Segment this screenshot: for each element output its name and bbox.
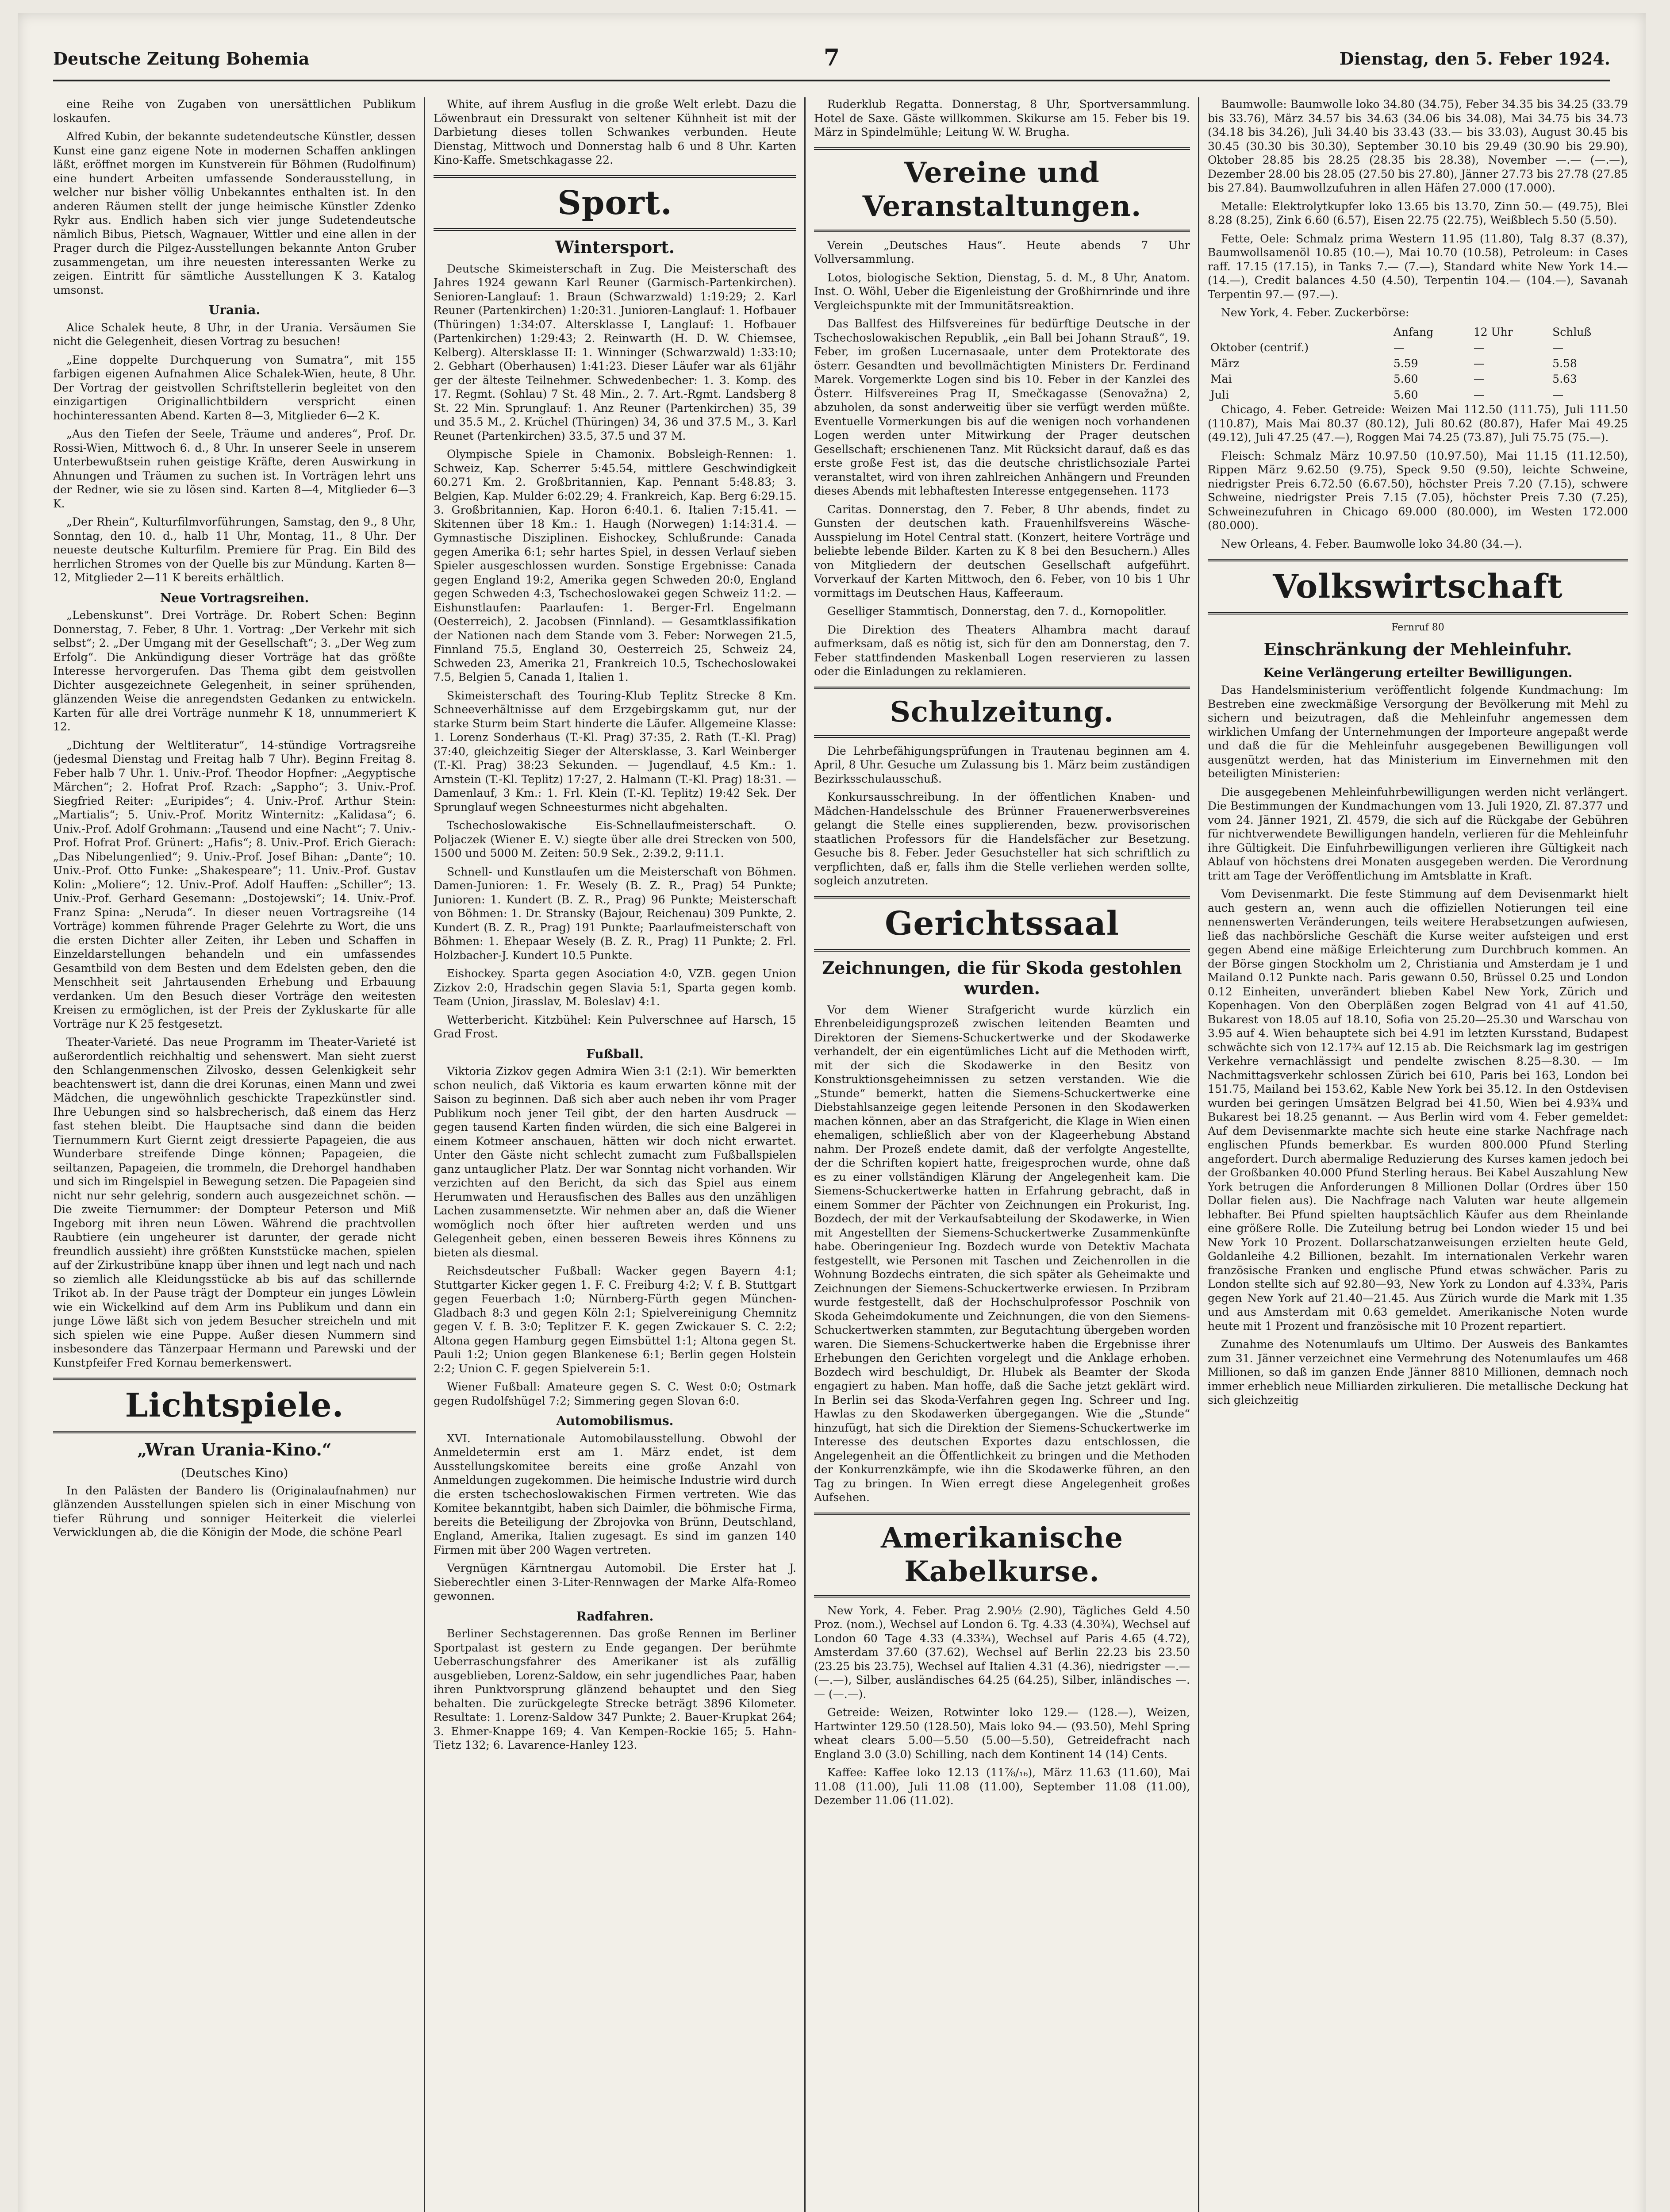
article-text: Geselliger Stammtisch, Donnerstag, den 7. d., Kornopolitler.: [827, 605, 1167, 618]
article-text: Zunahme des Notenumlaufs um Ultimo. Der Ausweis des Bankamtes zum 31. Jänner verzeichnet eine Vermehrung des Notenumlaufes um 468 Millionen, so daß im ganzen Ende Jänner 8810 Millionen, demnach noch immer erheblich neue Milliarden zirkulieren. Die metallische Deckung hat sich gleichzeitig: [1208, 1338, 1628, 1406]
subheading-note: (Deutsches Kino): [180, 1466, 288, 1480]
article-text: Olympische Spiele in Chamonix. Bobsleigh-Rennen: 1. Schweiz, Kap. Scherrer 5:45.54, mittlere Geschwindigkeit 60.271 Km. 2. Großbritannien, Kap. Pennant 5:48.83; 3. Belgien, Kap. Mulder 6:02.29; 4. Frankreich, Kap. Berg 6:29.15. 3. Großbritannien, Kap. Horon 6:40.1. 6. Italien 7:15.41. — Skitennen über 18 Km.: 1. Haugh (Norwegen) 1:14:31.4. — Gymnastische Disziplinen. Eishockey, Schlußrunde: Canada gegen Amerika 6:1; sehr hartes Spiel, in dessen Verlauf sieben Spieler ausgeschlossen wurden. Sonstige Ergebnisse: Canada gegen England 19:2, Amerika gegen Schweden 20:0, England gegen Schweden 4:3, Tschechoslowakei gegen Schweiz 11:2. — Eishunstlaufen: Paarlaufen: 1. Berger-Frl. Engelmann (Oesterreich), 2. Jacobsen (Finnland). — Gesamtklassifikation der Nationen nach dem Stande vom 3. Feber: Norwegen 21.5, Finnland 75.5, England 30, Oesterreich 25, Schweiz 24, Schweden 23, Amerika 21, Frankreich 10.5, Tschechoslowakei 7.5, Belgien 5, Canada 1, Italien 1.: [434, 448, 796, 684]
section-heading-vereine: Vereine und Veranstaltungen.: [814, 147, 1190, 232]
section-heading-vortrag: Neue Vortragsreihen.: [160, 590, 309, 605]
article-text: „Der Rhein“, Kulturfilmvorführungen, Samstag, den 9., 8 Uhr, Sonntag, den 10. d., halb 11 Uhr, Montag, 11., 8 Uhr. Der neueste deutsche Kulturfilm. Premiere für Prag. Ein Bild des herrlichen Stromes von der Quelle bis zur Mündung. Karten 8—12, Mitglieder 2—11 K bereits erhältlich.: [53, 515, 416, 584]
table-cell: Oktober (centrif.): [1210, 341, 1309, 354]
table-cell: 5.58: [1552, 357, 1577, 370]
article-text: Vor dem Wiener Strafgericht wurde kürzlich ein Ehrenbeleidigungsprozeß zwischen leitenden Beamten und Direktoren der Siemens-Schuckertwerke und der Skodawerke verhandelt, der ein eigentümliches Licht auf die Methoden wirft, mit der sich die Skodawerke in den Besitz von Konstruktionsgeheimnissen zu setzen verstanden. Wie die „Stunde“ bemerkt, hatten die Siemens-Schuckertwerke eine Diebstahlsanzeige gegen leitende Personen in den Skodawerken machen können, aber an das Strafgericht, die Klage in Wien einen ehemaligen, schließlich aber von der Klageerhebung Abstand nahm. Der Prozeß endete damit, daß der verfolgte Angestellte, der die Schriften kopiert hatte, freigesprochen wurde, ohne daß es zu einer vollständigen Klärung der Angelegenheit kam. Die Siemens-Schuckertwerke hatten in Erfahrung gebracht, daß in einem Sommer der Pächter von Zeichnungen ein Prokurist, Ing. Bozdech, der mit der Verkaufsabteilung der Skodawerke, in Wien mit Angestellten der Siemens-Schuckertwerke Zusammenkünfte habe. Oberingenieur Ing. Bozdech wurde von Detektiv Machata festgestellt, wie Personen mit Taschen und Zeichenrollen in die Wohnung Bozdechs eintraten, die sich später als Geheimakte und Zeichnungen der Siemens-Schuckertwerke erwiesen. In Przibram wurde festgestellt, daß der Hochschulprofessor Poschnik von Skoda Geheimdokumente und Zeichnungen, die von den Siemens-Schuckertwerken stammten, zur Begutachtung übergeben worden waren. Die Siemens-Schuckertwerke haben die Ergebnisse ihrer Erhebungen den Gerichten vorgelegt und die Anklage erhoben. Bozdech wird beschuldigt, Dr. Hlubek als Beamter der Skoda engagiert zu haben. Man hoffe, daß die Sache jetzt geklärt wird. In Berlin sei das Skoda-Verfahren gegen Ing. Schreer und Ing. Hawlas zu den Skodawerken übergegangen. Wie die „Stunde“ hinzufügt, hat sich die Direktion der Siemens-Schuckertwerke im Interesse des deutschen Exportes dazu entschlossen, die Angelegenheit an die Öffentlichkeit zu bringen und die Methoden der Konkurrenzkämpfe, wie ihn die Skodawerke führen, an den Tag zu bringen. In Wien erregt diese Angelegenheit großes Aufsehen.: [814, 1003, 1190, 1504]
table-cell: 5.60: [1393, 388, 1418, 401]
page-number: 7: [823, 44, 840, 71]
column-4: [1208, 97, 1628, 2212]
article-text: Getreide: Weizen, Rotwinter loko 129.— (128.—), Weizen, Hartwinter 129.50 (128.50), Mais loko 94.— (93.50), Mehl Spring wheat clears 5.00—5.50 (5.00—5.50), Getreidefracht nach England 3.0 (3.0) Schilling, nach dem Kontinent 14 (14) Cents.: [814, 1706, 1190, 1761]
article-text: „Eine doppelte Durchquerung von Sumatra“, mit 155 farbigen eigenen Aufnahmen Alice Schalek-Wien, heute, 8 Uhr. Der Vortrag der geistvollen Schriftstellerin begleitet von den einzigartigen Originallichtbildern verspricht einen hochinteressanten Abend. Karten 8—3, Mitglieder 6—2 K.: [53, 353, 416, 422]
sugar-heading: New York, 4. Feber. Zuckerbörse:: [1221, 306, 1409, 319]
article-text: Viktoria Zizkov gegen Admira Wien 3:1 (2:1). Wir bemerkten schon neulich, daß Viktoria es kaum erwarten könne mit der Saison zu beginnen. Daß sich aber auch neben ihr vom Prager Publikum noch jener Teil gibt, der den harten Ausdruck — gegen tausend Karten finden würden, die sich eine Balgerei in einem Kotmeer anschauen, hätten wir doch nicht erwartet. Unter den Gäste nicht schlecht zumacht zum Fußballspielen ganz untauglicher Platz. Der war Sonntag nicht vorhanden. Wir verzichten auf den Bericht, da sich das Spiel aus einem Herumwaten und Herausfischen des Balles aus den unzähligen Lachen zusammensetzte. Wir nehmen aber an, daß die Wiener womöglich noch öfter hier auftreten werden und uns Gelegenheit geben, einen besseren Beweis ihres Könnens zu bieten als diesmal.: [434, 1065, 796, 1259]
column-rule: [424, 97, 425, 2212]
subheading: Einschränkung der Mehleinfuhr.: [1263, 639, 1572, 659]
table-header-row: [1208, 324, 1628, 340]
column-rule: [804, 97, 806, 2212]
article-text: Die Lehrbefähigungsprüfungen in Trautenau beginnen am 4. April, 8 Uhr. Gesuche um Zulassung bis 1. März beim zuständigen Bezirksschulausschuß.: [814, 744, 1190, 785]
table-row: [1208, 371, 1628, 387]
article-text: eine Reihe von Zugaben von unersättlichen Publikum loskaufen.: [53, 98, 416, 125]
article-text: Eishockey. Sparta gegen Asociation 4:0, VZB. gegen Union Zizkov 2:0, Hradschin gegen Slavia 5:1, Sparta gegen komb. Team (Union, Jirasslav, M. Boleslav) 4:1.: [434, 967, 796, 1008]
newspaper-page: [18, 13, 1646, 2212]
table-cell: —: [1473, 388, 1485, 401]
article-text: Konkursausschreibung. In der öffentlichen Knaben- und Mädchen-Handelsschule des Brünner Frauenerwerbsvereines gelangt die Stelle eines supplierenden, bezw. provisorischen staatlichen Professors für die Handelsfächer zur Besetzung. Gesuche bis 8. Feber. Jeder Gesuchsteller hat sich schriftlich zu verpflichten, daß er, falls ihm die Stelle verliehen werden sollte, sogleich anzutreten.: [814, 791, 1190, 887]
article-text: Lotos, biologische Sektion, Dienstag, 5. d. M., 8 Uhr, Anatom. Inst. O. Wöhl, Ueber die Eigenleistung der Großhirnrinde und ihre Vergleichspunkte mit der Immunitätsreaktion.: [814, 271, 1190, 312]
section-heading-lichtspiele: Lichtspiele.: [53, 1378, 416, 1433]
table-cell: —: [1552, 341, 1564, 354]
article-text: In den Palästen der Bandero lis (Originalaufnahmen) nur glänzenden Ausstellungen spielen sich in einer Mischung von tiefer Rührung und sonniger Heiterkeit die vielerlei Verwicklungen ab, die die Königin der Mode, die schöne Pearl: [53, 1484, 416, 1539]
subheading: „Wran Urania-Kino.“: [137, 1440, 332, 1459]
article-text: Caritas. Donnerstag, den 7. Feber, 8 Uhr abends, findet zu Gunsten der deutschen kath. Frauenhilfsvereins Wäsche-Ausspielung im Hotel Central statt. (Konzert, heitere Vorträge und beliebte lebende Bilder. Karten zu K 8 bei den Besuchern.) Alles von Mitgliedern der deutschen Gesellschaft aufgeführt. Vorverkauf der Karten Mittwoch, den 6. Feber, von 10 bis 1 Uhr vormittags im Deutschen Haus, Kaffeeraum.: [814, 503, 1190, 599]
subheading-wintersport: Wintersport.: [555, 237, 675, 257]
subheading-note: Keine Verlängerung erteilter Bewilligungen.: [1263, 665, 1573, 680]
article-text: Alice Schalek heute, 8 Uhr, in der Urania. Versäumen Sie nicht die Gelegenheit, diesen Vortrag zu besuchen!: [53, 321, 416, 348]
table-cell: 5.63: [1552, 373, 1577, 385]
article-text: Vom Devisenmarkt. Die feste Stimmung auf dem Devisenmarkt hielt auch gestern an, wenn auch die offiziellen Notierungen teil eine nennenswerten Veränderungen, teils weitere Herabsetzungen aufwiesen, ließ das nachbörsliche Geschäft die Kurse weiter aufsteigen und erst gegen Abend eine mäßige Erleichterung zum Durchbruch kommen. An der Börse gingen Stockholm um 2, Christiania und Amsterdam je 1 und Mailand 0.12 Punkte nach. Paris gewann 0.50, Brüssel 0.25 und London 0.12 Einheiten, unverändert blieben Kabel New York, Zürich und Kopenhagen. Von den Oberpläßen zogen Belgrad von 41 auf 41.50, Bukarest von 18.05 auf 18.10, Sofia von 25.20—25.30 und Warschau von 3.95 auf 4. Wien behauptete sich bei 4.91 im letzten Kursstand, Budapest schwächte sich von 12.17¾ auf 12.15 ab. Die Reichsmark lag im gestrigen Verkehre vernachlässigt und pendelte zwischen 8.25—8.30. — Im Nachmittagsverkehr schlossen Zürich bei 610, Paris bei 163, London bei 151.75, Mailand bei 153.62, Kable New York bei 35.12. In den Ostdevisen wurden bei geringen Umsätzen Belgrad bei 41.50, Wien bei 4.93¾ und Bukarest bei 18.25 genannt. — Aus Berlin wird vom 4. Feber gemeldet: Auf dem Devisenmarkte machte sich heute eine starke Nachfrage nach englischen Pfunds bemerkbar. Es wurden 800.000 Pfund Sterling angefordert. Durch abermalige Reduzierung des Kurses kamen jedoch bei der Großbanken 40.000 Pfund Sterling heraus. Bei Kabel Auszahlung New York betrugen die Anforderungen 8 Millionen Dollar (Ordres über 150 Dollar fielen aus). Die Nachfrage nach Valuten war heute allgemein lebhafter. Bei Pfund spielten hauptsächlich Käufer aus dem Rheinlande eine größere Rolle. Die Zuteilung betrug bei London wieder 15 und bei New York 10 Prozent. Dollarschatzanweisungen erzielten heute Geld, Goldanleihe 4.2 Billionen, bezahlt. Im internationalen Verkehr waren französische Franken und englische Pfund etwas schwächer. Paris zu London stellte sich auf 92.80—93, New York zu London auf 4.33¾, Paris gegen New York auf 21.40—21.45. Aus Zürich wurde die Mark mit 1.35 und aus Amsterdam mit 0.63 gemeldet. Amerikanische Noten wurde heute mit 1 Prozent und französische mit 10 Prozent repartiert.: [1208, 887, 1628, 1333]
table-header-cell: Anfang: [1393, 325, 1434, 338]
article-text: New York, 4. Feber. Prag 2.90½ (2.90), Tägliches Geld 4.50 Proz. (nom.), Wechsel auf London 6. Tg. 4.33 (4.30¾), Wechsel auf London 60 Tage 4.33 (4.33¾), Wechsel auf Paris 4.65 (4.72), Amsterdam 37.60 (37.62), Wechsel auf Berlin 22.23 bis 23.50 (23.25 bis 23.75), Wechsel auf Italien 4.31 (4.36), niedrigster —.— (—.—), Silber, ausländisches 64.25 (64.25), Silber, inländisches —.— (—.—).: [814, 1604, 1190, 1701]
table-cell: März: [1210, 357, 1240, 370]
article-text: Theater-Varieté. Das neue Programm im Theater-Varieté ist außerordentlich reichhaltig und sehenswert. Man sieht zuerst den Schlangenmenschen Zilvosko, dessen Gelenkigkeit sehr beachtenswert ist, dann die drei Korunas, einen Mann und zwei Mädchen, die ungewöhnlich geschickte Trapezkünstler sind. Ihre Uebungen sind so halsbrecherisch, daß einem das Herz fast stehen bleibt. Die Hauptsache sind dann die beiden Tiernummern Kurt Giernt zeigt dressierte Papageien, die aus Wunderbare streifende Dinge können; Papageien, die seiltanzen, Papageien, die trommeln, die Drehorgel handhaben und sich im Ringelspiel in Bewegung setzen. Die Papageien sind nicht nur sehr gelehrig, sondern auch ausgezeichnet schön. — Die zweite Tiernummer: der Dompteur Peterson und Miß Ingeborg mit ihren neun Löwen. Während die prachtvollen Raubtiere (ein ungeheurer ist darunter, der gerade nicht freundlich aussieht) ihre größten Kunststücke machen, spielen auf der Zirkustribüne knapp über ihnen und legt nach und nach so ziemlich alle Kleidungsstücke ab bis auf das schillernde Trikot ab. In der Pause trägt der Dompteur ein junges Löwlein wie ein Wickelkind auf dem Arm ins Publikum und dann ein junge Löwe läßt sich von jedem Besucher streicheln und mit sich spielen wie eine Puppe. Außer diesen Nummern sind insbesondere das Tänzerpaar Hermann und Parewski und der Kunstpfeifer Fred Kornau bemerkenswert.: [53, 1036, 416, 1369]
page-header: [53, 44, 1610, 81]
table-row: [1208, 356, 1628, 372]
article-text: „Aus den Tiefen der Seele, Träume und anderes“, Prof. Dr. Rossi-Wien, Mittwoch 6. d., 8 Uhr. In unserer Seele in unserem Unterbewußtsein ruhen geistige Kräfte, deren Auswirkung in Ahnungen und Träumen zu suchen ist. In Vorträgen lehrt uns der Redner, wie sie zu lösen sind. Karten 8—4, Mitglieder 6—3 K.: [53, 427, 416, 510]
column-1: [53, 97, 416, 2212]
article-text: Baumwolle: Baumwolle loko 34.80 (34.75), Feber 34.35 bis 34.25 (33.79 bis 33.76), März 34.57 bis 34.63 (34.06 bis 34.08), Mai 34.75 bis 34.73 (34.18 bis 34.26), Juli 34.40 bis 33.43 (33.— bis 33.03), August 30.45 bis 30.45 (30.30 bis 30.30), September 30.10 bis 29.49 (30.90 bis 29.90), Oktober 28.85 bis 28.25 (28.35 bis 28.38), November —.— (—.—), Dezember 28.00 bis 28.05 (27.50 bis 27.80), Jänner 27.73 bis 27.78 (27.85 bis 27.84). Baumwollzufuhren in allen Häfen 27.000 (17.000).: [1208, 98, 1628, 194]
table-header-cell: Schluß: [1552, 325, 1592, 338]
table-cell: 5.59: [1393, 357, 1418, 370]
newspaper-title: Deutsche Zeitung Bohemia: [53, 49, 310, 69]
section-heading-kabelkurse: Amerikanische Kabelkurse.: [814, 1513, 1190, 1598]
article-text: White, auf ihrem Ausflug in die große Welt erlebt. Dazu die Löwenbraut ein Dressurakt von seltener Kühnheit ist mit der Darbietung dieses tollen Schwankes verbunden. Heute Dienstag, Mittwoch und Donnerstag halb 6 und 8 Uhr. Karten Kino-Kaffe. Smetschkagasse 22.: [434, 98, 796, 166]
article-text: Alfred Kubin, der bekannte sudetendeutsche Künstler, dessen Kunst eine ganz eigene Note in modernen Schaffen anklingen läßt, eröffnet morgen im Kunstverein für Böhmen (Rudolfinum) eine hundert Arbeiten umfassende Sonderausstellung, in welcher nur bisher völlig Unbekanntes enthalten ist. In den anderen Räumen stellt der junge heimische Künstler Zdenko Rykr aus. Endlich haben sich vier junge Sudetendeutsche nämlich Bibus, Pietsch, Wagnauer, Wittler und eine allen in der Prager durch die Pilgez-Ausstellungen bekannte Anton Gruber zusammengetan, um ihre neuesten interessanten Werke zu zeigen. Eintritt für sämtliche Ausstellungen K 3. Katalog umsonst.: [53, 130, 416, 296]
column-3: [814, 97, 1190, 2212]
article-text: Vergnügen Kärntnergau Automobil. Die Erster hat J. Sieberechtler einen 3-Liter-Rennwagen der Marke Alfa-Romeo gewonnen.: [434, 1562, 796, 1602]
article-text: Skimeisterschaft des Touring-Klub Teplitz Strecke 8 Km. Schneeverhältnisse auf dem Erzgebirgskamm gut, nur der starke Sturm beim Start hinderte die Läufer. Allgemeine Klasse: 1. Lorenz Sonderhaus (T.-Kl. Prag) 37:35, 2. Rath (T.-Kl. Prag) 37:40, gleichzeitig Sieger der Altersklasse, 3. Karl Weinberger (T.-Kl. Prag) 38:23 Sekunden. — Jugendlauf, 4.5 Km.: 1. Arnstein (T.-Kl. Teplitz) 17:27, 2. Halmann (T.-Kl. Prag) 18:31. — Damenlauf, 3 Km.: 1. Frl. Klein (T.-Kl. Teplitz) 19:42 Sek. Der Sprunglauf wegen Schneesturmes nicht abgehalten.: [434, 689, 796, 814]
section-heading-gerichtssaal: Gerichtssaal: [814, 896, 1190, 952]
column-2: [434, 97, 796, 2212]
table-cell: —: [1473, 357, 1485, 370]
subheading-fussball: Fußball.: [586, 1046, 644, 1061]
article-text: Verein „Deutsches Haus“. Heute abends 7 Uhr Vollversammlung.: [814, 238, 1190, 265]
article-text: Berliner Sechstagerennen. Das große Rennen im Berliner Sportpalast ist gestern zu Ende gegangen. Der berühmte Ueberraschungsfahrer des Amerikaner ist als zufällig ausgeblieben, Lorenz-Saldow, ein sehr jugendliches Paar, haben ihren Punktvorsprung glänzend behauptet und den Sieg behalten. Die zurückgelegte Strecke beträgt 3896 Kilometer. Resultate: 1. Lorenz-Saldow 347 Punkte; 2. Bauer-Krupkat 264; 3. Ehmer-Knappe 169; 4. Van Kempen-Rockie 165; 5. Hahn-Tietz 132; 6. Lavarence-Hanley 123.: [434, 1627, 796, 1751]
section-heading-sport: Sport.: [434, 175, 796, 231]
article-text: Wetterbericht. Kitzbühel: Kein Pulverschnee auf Harsch, 15 Grad Frost.: [434, 1013, 796, 1040]
article-text: „Dichtung der Weltliteratur“, 14-stündige Vortragsreihe (jedesmal Dienstag und Freitag halb 7 Uhr). Beginn Freitag 8. Feber halb 7 Uhr. 1. Univ.-Prof. Theodor Hopfner: „Aegyptische Märchen“; 2. Hofrat Prof. Rzach: „Sappho“; 3. Univ.-Prof. Siegfried Reiter: „Euripides“; 4. Univ.-Prof. Arthur Stein: „Martialis“; 5. Univ.-Prof. Moritz Winternitz: „Kalidasa“; 6. Univ.-Prof. Adolf Grohmann: „Tausend und eine Nacht“; 7. Univ.-Prof. Hofrat Prof. Grünert: „Hafis“; 8. Univ.-Prof. Erich Gierach: „Das Nibelungenlied“; 9. Univ.-Prof. Josef Bihan: „Dante“; 10. Univ.-Prof. Otto Funke: „Shakespeare“; 11. Univ.-Prof. Gustav Kolin: „Moliere“; 12. Univ.-Prof. Adolf Hauffen: „Schiller“; 13. Univ.-Prof. Gerhard Gesemann: „Dostojewski“; 14. Univ.-Prof. Franz Spina: „Neruda“. In dieser neuen Vortragsreihe (14 Vorträge) kommen führende Prager Gelehrte zu Wort, die uns die ersten Dichter aller Zeiten, ihr Leben und Schaffen in Einzeldarstellungen behandeln und ein umfassendes Gesamtbild von dem Besten und dem Edelsten geben, den die Menschheit seit Jahrtausenden Erhebung und Erbauung verdanken. Um den Besuch dieser Vorträge den weitesten Kreisen zu ermöglichen, ist der Preis der Zykluskarte für alle Vorträge nur K 25 festgesetzt.: [53, 738, 416, 1030]
table-header-cell: [1208, 324, 1391, 340]
issue-date: Dienstag, den 5. Feber 1924.: [1339, 49, 1610, 69]
article-text: XVI. Internationale Automobilausstellung. Obwohl der Anmeldetermin erst am 1. März endet, ist dem Ausstellungskomitee bereits eine große Anzahl von Anmeldungen zugekommen. Die heimische Industrie wird durch die ersten tschechoslowakischen Firmen vertreten. Wie das Komitee bekanntgibt, haben sich Daimler, die böhmische Firma, bereits die Beteiligung der Zbrojovka von Brünn, Deutschland, England, Amerika, Italien zugesagt. Es sind im ganzen 140 Firmen mit über 200 Wagen vertreten.: [434, 1432, 796, 1556]
article-text: Tschechoslowakische Eis-Schnellaufmeisterschaft. O. Poljaczek (Wiener E. V.) siegte über alle drei Strecken von 500, 1500 und 5000 M. Zeiten: 50.9 Sek., 2:39.2, 9:11.1.: [434, 819, 796, 860]
subheading-automobilismus: Automobilismus.: [556, 1413, 674, 1428]
table-cell: —: [1552, 388, 1564, 401]
section-heading-schulzeitung: Schulzeitung.: [814, 687, 1190, 738]
sugar-exchange-table: [1208, 324, 1628, 403]
article-text: Fette, Oele: Schmalz prima Western 11.95 (11.80), Talg 8.37 (8.37), Baumwollsamenöl 10.85 (10.—), Mai 10.70 (10.58), Petroleum: in Cases raff. 17.15 (17.15), in Tanks 7.— (7.—), Standard white New York 14.— (14.—), Credit balances 4.50 (4.50), Terpentin 104.— (104.—), Savanah Terpentin 97.— (97.—).: [1208, 232, 1628, 301]
article-text: Das Handelsministerium veröffentlicht folgende Kundmachung: Im Bestreben eine zweckmäßige Versorgung der Bevölkerung mit Mehl zu sichern und beizutragen, daß die Mehleinfuhr angemessen dem wirklichen Umfang der Unternehmungen der Importeure angepaßt werde und daß die für die Mehleinfuhr ausgegebenen Bewilligungen voll ausgenützt werden, hat das Ministerium im Einvernehmen mit den beteiligten Ministerien:: [1208, 684, 1628, 780]
section-heading-volkswirtschaft: Volkswirtschaft: [1208, 559, 1628, 614]
article-text: Deutsche Skimeisterschaft in Zug. Die Meisterschaft des Jahres 1924 gewann Karl Reuner (Garmisch-Partenkirchen). Senioren-Langlauf: 1. Braun (Schwarzwald) 1:19:29; 2. Karl Reuner (Partenkirchen) 1:20:31. Junioren-Langlauf: 1. Hofbauer (Thüringen) 1:34:07. Altersklasse I, Langlauf: 1. Hofbauer (Partenkirchen) 1:29:43; 2. Reinwarth (H. D. W. Chiemsee, Kelberg). Altersklasse II: 1. Winninger (Schwarzwald) 1:33:10; 2. Gebhart (Oberhausen) 1:41:23. Dieser Läufer war als 61jähr ger der älteste Teilnehmer. Schwedenbecher: 1. 3. Komp. des 17. Regmt. (Sohlau) 7 St. 48 Min., 2. 7. Art.-Rgmt. Landsberg 8 St. 22 Min. Sprunglauf: 1. Anz Reuner (Partenkirchen) 35, 39 und 35.5 M., 2. Krüchel (Thüringen) 34, 36 und 37.5 M., 3. Karl Reunet (Partenkirchen) 33.5, 37.5 und 37 M.: [434, 262, 796, 442]
column-rule: [1198, 97, 1199, 2212]
table-cell: —: [1393, 341, 1405, 354]
article-text: Chicago, 4. Feber. Getreide: Weizen Mai 112.50 (111.75), Juli 111.50 (110.87), Mais Mai 80.37 (80.12), Juli 80.62 (80.87), Hafer Mai 49.25 (49.12), Juli 47.25 (47.—), Roggen Mai 74.25 (73.87), Juli 75.75 (75.—).: [1208, 403, 1628, 444]
section-heading-urania: Urania.: [208, 303, 261, 317]
table-cell: 5.60: [1393, 373, 1418, 385]
article-text: Wiener Fußball: Amateure gegen S. C. West 0:0; Ostmark gegen Rudolfshügel 7:2; Simmering gegen Slovan 6:0.: [434, 1380, 796, 1407]
article-text: Reichsdeutscher Fußball: Wacker gegen Bayern 4:1; Stuttgarter Kicker gegen 1. F. C. Freiburg 4:2; V. f. B. Stuttgart gegen Feuerbach 1:0; Nürnberg-Fürth gegen München-Gladbach 8:3 und gegen Köln 2:1; Spielvereinigung Chemnitz gegen V. f. B. 3:0; Teplitzer F. K. gegen Zwickauer S. C. 2:2; Altona gegen Hamburg gegen Eimsbüttel 1:1; Altona gegen St. Pauli 1:2; Union gegen Blankenese 6:1; Berlin gegen Holstein 2:2; Union C. F. gegen Spielverein 5:1.: [434, 1264, 796, 1375]
table-cell: Mai: [1210, 373, 1232, 385]
article-text: Kaffee: Kaffee loko 12.13 (11⅞/₁₆), März 11.63 (11.60), Mai 11.08 (11.00), Juli 11.08 (11.00), September 11.08 (11.00), Dezember 11.06 (11.02).: [814, 1766, 1190, 1807]
article-text: Schnell- und Kunstlaufen um die Meisterschaft von Böhmen. Damen-Junioren: 1. Fr. Wesely (B. Z. R., Prag) 54 Punkte; Junioren: 1. Kundert (B. Z. R., Prag) 96 Punkte; Meisterschaft von Böhmen: 1. Dr. Stransky (Bajour, Reichenau) 309 Punkte, 2. Kundert (B. Z. R., Prag) 191 Punkte; Paarlaufmeisterschaft von Böhmen: 1. Ehepaar Wesely (B. Z. R., Prag) 11 Punkte; 2. Frl. Holzbacher-J. Kundert 10.5 Punkte.: [434, 865, 796, 962]
phone-note: Fernruf 80: [1391, 622, 1444, 633]
article-text: Das Ballfest des Hilfsvereines für bedürftige Deutsche in der Tschechoslowakischen Republik, „ein Ball bei Johann Strauß“, 19. Feber, im großen Lucernasaale, unter dem Protektorate des österr. Gesandten und bevollmächtigten Ministers Dr. Ferdinand Marek. Vorgemerkte Logen sind bis 10. Feber in der Kanzlei des Österr. Hilfsvereines Prag II, Smečkagasse (Senovažna) 2, abzuholen, da sonst anderweitig über sie verfügt werden müßte. Eventuelle Vormerkungen bis auf die wenigen noch vorhandenen Logen werden unter Mitwirkung der Prager deutschen Gesellschaft; erschienenen Tanz. Mit Rücksicht darauf, daß es das erste große Fest ist, das die deutsche christlichsoziale Partei veranstaltet, wird von ihren zahlreichen Anhängern und Freunden dieses Abends mit lebhaftesten Interesse entgegensehen. 1173: [814, 317, 1190, 497]
table-cell: —: [1473, 341, 1485, 354]
article-text: Die Direktion des Theaters Alhambra macht darauf aufmerksam, daß es nötig ist, sich für den am Donnerstag, den 7. Feber stattfindenden Maskenball Logen reservieren zu lassen oder die Einladungen zu reklamieren.: [814, 623, 1190, 678]
article-text: „Lebenskunst“. Drei Vorträge. Dr. Robert Schen: Beginn Donnerstag, 7. Feber, 8 Uhr. 1. Vortrag: „Der Verkehr mit sich selbst“; 2. „Der Umgang mit der Gesellschaft“; 3. „Der Weg zum Erfolg“. Die Ankündigung dieser Vorträge hat das größte Interesse hervorgerufen. Das Thema gibt dem geistvollen Dichter ausgezeichnete Gelegenheit, in seiner sprühenden, glänzenden Weise die anregendsten Gedanken zu entwickeln. Karten für alle drei Vorträge nunmehr K 18, unnummeriert K 12.: [53, 609, 416, 733]
table-row: [1208, 387, 1628, 403]
article-text: Ruderklub Regatta. Donnerstag, 8 Uhr, Sportversammlung. Hotel de Saxe. Gäste willkommen. Skikurse am 15. Feber bis 19. März in Spindelmühle; Leitung W. W. Brugha.: [814, 98, 1190, 138]
table-cell: —: [1473, 373, 1485, 385]
subheading: Zeichnungen, die für Skoda gestohlen wurden.: [822, 957, 1182, 998]
table-row: [1208, 340, 1628, 356]
article-text: Metalle: Elektrolytkupfer loko 13.65 bis 13.70, Zinn 50.— (49.75), Blei 8.28 (8.25), Zink 6.60 (6.57), Eisen 22.75 (22.75), Weißblech 5.50 (5.50).: [1208, 200, 1628, 227]
table-header-cell: 12 Uhr: [1473, 325, 1513, 338]
article-text: New Orleans, 4. Feber. Baumwolle loko 34.80 (34.—).: [1221, 537, 1522, 550]
subheading-radfahren: Radfahren.: [576, 1609, 654, 1624]
article-text: Die ausgegebenen Mehleinfuhrbewilligungen werden nicht verlängert. Die Bestimmungen der Kundmachungen vom 13. Juli 1920, Zl. 87.377 und vom 24. Jänner 1921, Zl. 4579, die sich auf die Rückgabe der Gebühren für nichtverwendete Bewilligungen handeln, verlieren für die Mehleinfuhr ihre Gültigkeit. Die Einfuhrbewilligungen verlieren ihre Gültigkeit nach Ablauf von höchstens drei Monaten ausgegeben werden. Die Verordnung tritt am Tage der Veröffentlichung im Amtsblatte in Kraft.: [1208, 785, 1628, 882]
article-text: Fleisch: Schmalz März 10.97.50 (10.97.50), Mai 11.15 (11.12.50), Rippen März 9.62.50 (9.75), Speck 9.50 (9.50), leichte Schweine, niedrigster Preis 6.72.50 (6.67.50), höchster Preis 7.20 (7.15), schwere Schweine, niedrigster Preis 7.15 (7.05), höchster Preis 7.30 (7.25), Schweinezufuhren in Chicago 69.000 (80.000), im Westen 172.000 (80.000).: [1208, 449, 1628, 532]
table-cell: Juli: [1210, 388, 1229, 401]
